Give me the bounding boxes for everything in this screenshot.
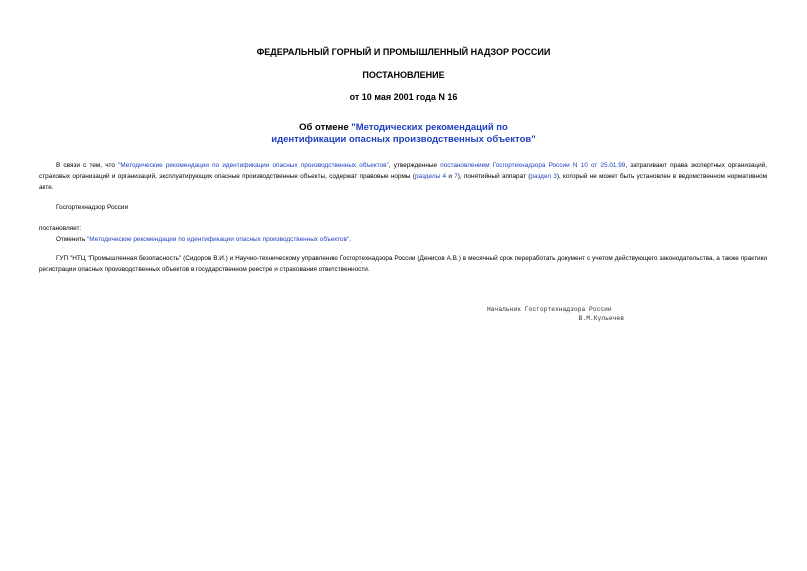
document-title — [0, 122, 807, 146]
cancelled-document-link[interactable]: "Методические рекомендации по идентификации опасных производственных объектов" — [86, 236, 350, 243]
preamble-text-1: В связи с тем, что — [56, 162, 119, 169]
signatory-position: Начальник Госгортехнадзора России — [487, 306, 612, 313]
methodical-recommendations-link[interactable]: "Методические рекомендации по идентификации опасных производственных объектов" — [118, 162, 389, 169]
agency-heading: ФЕДЕРАЛЬНЫЙ ГОРНЫЙ И ПРОМЫШЛЕННЫЙ НАДЗОР РОССИИ — [256, 47, 551, 57]
title-link-line1[interactable]: "Методических рекомендаций по — [351, 122, 508, 133]
signature-block — [487, 305, 624, 323]
preamble-text-6: ), который не может быть установлен в ведомственном нормативном акте. — [39, 173, 768, 191]
section-4-link[interactable]: разделы 4 — [414, 173, 447, 180]
preamble-text-3: , затрагивают права экспертных организаций, страховых организаций и организаций, эксплуатирующих опасные производственные объекты, содержат правовые нормы ( — [39, 162, 767, 180]
title-link-line2[interactable]: идентификации опасных производственных объектов" — [271, 134, 536, 145]
cancel-text-2: . — [349, 236, 352, 243]
paragraph-cancel-item — [39, 234, 767, 245]
resolution-n10-link[interactable]: постановлением Госгортехнадзора России N 10 от 25.01.99 — [440, 162, 626, 169]
resolves-label: постановляет: — [39, 225, 82, 232]
paragraph-instruction: ГУП "НТЦ "Промышленная безопасность" (Сидоров В.И.) и Научно-техническому управлению Госгортехнадзора России (Денисов А.В.) в месячный срок переработать документ с учетом действующего законодательства, а также практики регистрации опасных производственных объектов в государственном реестре и страхования ответственности. — [39, 255, 767, 273]
preamble-text-5: ), понятийный аппарат ( — [457, 173, 531, 180]
issuing-agency-name: Госгортехнадзор России — [56, 204, 129, 211]
cancel-text-1: Отменить — [56, 236, 87, 243]
title-prefix: Об отмене — [299, 122, 352, 133]
section-7-link[interactable]: 7 — [454, 173, 458, 180]
preamble-text-2: , утвержденные — [388, 162, 441, 169]
preamble-text-4: и — [446, 173, 455, 180]
paragraph-preamble — [39, 160, 767, 193]
document-type-heading: ПОСТАНОВЛЕНИЕ — [362, 70, 445, 80]
signatory-name: В.М.Кульечев — [578, 315, 624, 322]
section-3-link[interactable]: раздел 3 — [530, 173, 557, 180]
document-date: от 10 мая 2001 года N 16 — [349, 92, 458, 102]
